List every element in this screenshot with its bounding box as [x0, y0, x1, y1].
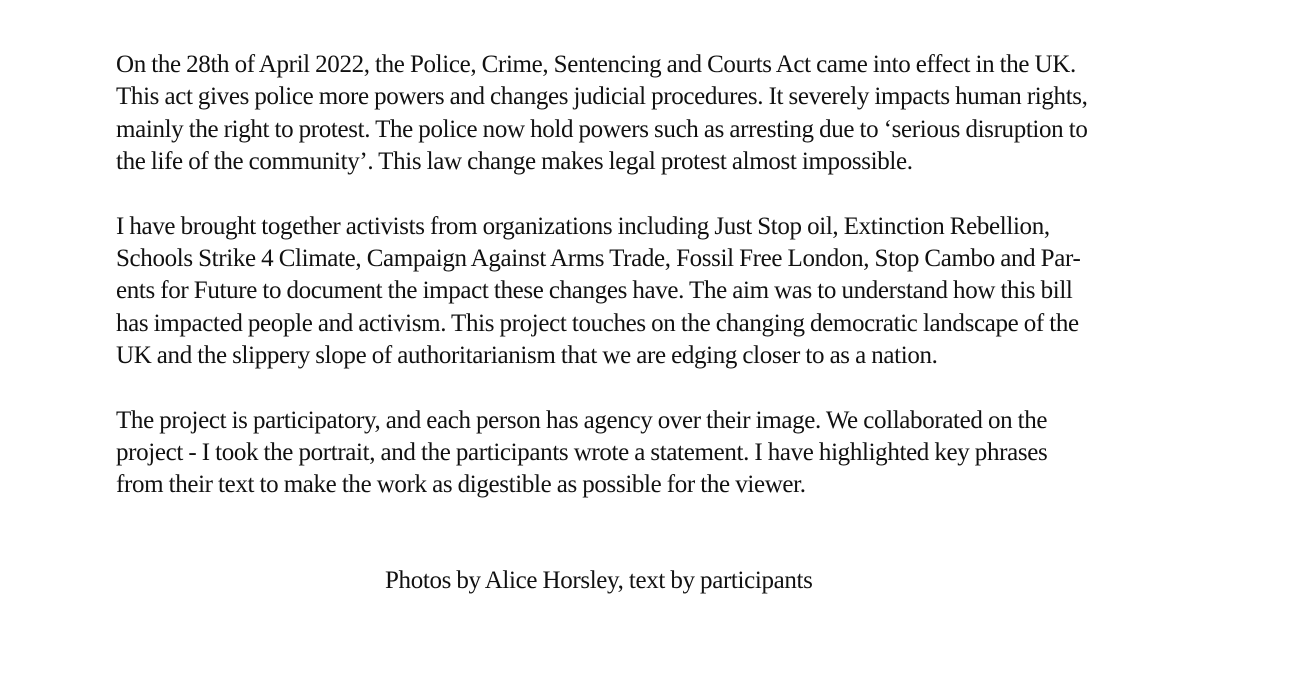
paragraph-project — [116, 405, 1216, 502]
text-line: ents for Future to document the impact these changes have. The aim was to understand how this bill — [116, 277, 1073, 305]
text-line: This act gives police more powers and changes judicial procedures. It severely impacts human rights, — [116, 83, 1088, 111]
text-line: from their text to make the work as digestible as possible for the viewer. — [116, 471, 806, 499]
text-line: The project is participatory, and each person has agency over their image. We collaborated on the — [116, 406, 1048, 434]
text-line: has impacted people and activism. This project touches on the changing democratic landscape of the — [116, 309, 1079, 337]
text-line: Schools Strike 4 Climate, Campaign Against Arms Trade, Fossil Free London, Stop Cambo and Par- — [116, 244, 1081, 272]
text-line: project - I took the portrait, and the participants wrote a statement. I have highlighted key phrases — [116, 438, 1048, 466]
body-text — [116, 49, 1216, 502]
photo-credit: Photos by Alice Horsley, text by participants — [385, 567, 813, 594]
text-line: the life of the community’. This law change makes legal protest almost impossible. — [116, 147, 913, 175]
text-line: UK and the slippery slope of authoritarianism that we are edging closer to as a nation. — [116, 341, 938, 369]
text-line: On the 28th of April 2022, the Police, Crime, Sentencing and Courts Act came into effect in the UK. — [116, 51, 1076, 78]
paragraph-activists — [116, 211, 1216, 372]
text-line: mainly the right to protest. The police now hold powers such as arresting due to ‘serious disruption to — [116, 115, 1088, 143]
text-line: I have brought together activists from organizations including Just Stop oil, Extinction Rebellion, — [116, 212, 1050, 240]
paragraph-intro — [116, 49, 1216, 178]
